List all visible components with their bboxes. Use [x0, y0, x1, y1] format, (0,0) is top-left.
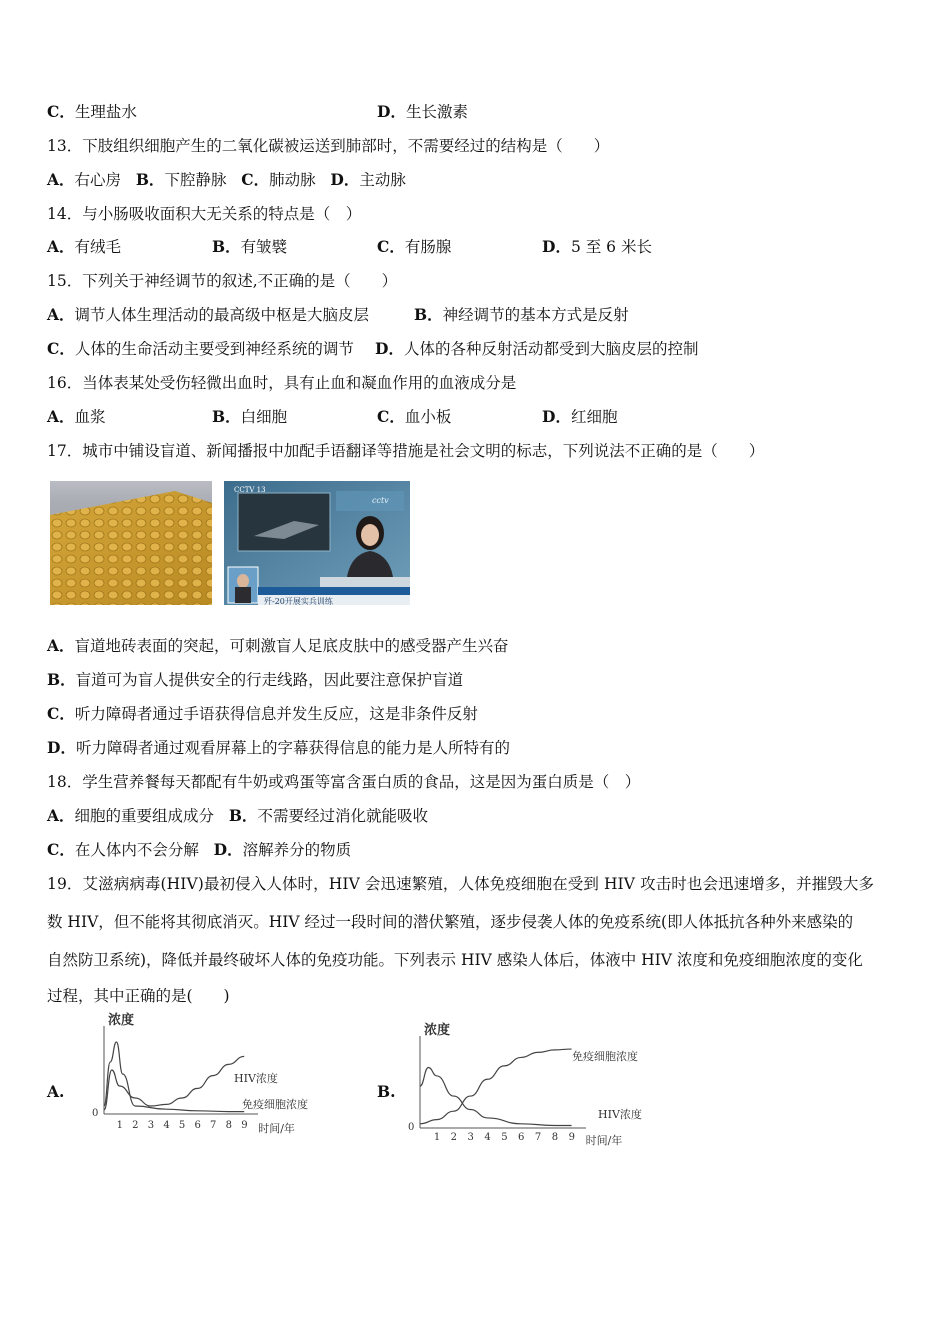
q16-option-d-key: D． — [542, 407, 571, 426]
q18-option-a-key: A． — [47, 806, 75, 825]
x-tick-label: 7 — [210, 1120, 217, 1131]
series-line — [420, 1068, 572, 1126]
q17-option-a — [47, 636, 509, 656]
q13-option-c-text: 肺动脉 — [269, 171, 316, 189]
q18-option-d-key: D． — [213, 840, 243, 859]
x-tick-label: 6 — [518, 1132, 525, 1143]
series-line — [104, 1056, 244, 1110]
x-tick-label: 9 — [241, 1120, 248, 1131]
q14-stem: 14．与小肠吸收面积大无关系的特点是（ ） — [47, 205, 362, 223]
q15-option-b-key: B． — [414, 305, 443, 324]
series-label: 免疫细胞浓度 — [242, 1098, 308, 1111]
q12-option-d — [377, 102, 468, 122]
y-axis-label: 浓度 — [424, 1023, 451, 1038]
q18-option-c-key: C． — [47, 840, 75, 859]
q12-option-d-key: D． — [377, 102, 406, 121]
x-tick-label: 9 — [568, 1132, 575, 1143]
q14-option-c-text: 有肠腺 — [404, 238, 452, 256]
q15-option-a-text: 调节人体生理活动的最高级中枢是大脑皮层 — [74, 306, 370, 324]
q15-option-b — [414, 305, 629, 325]
q14-option-a-key: A． — [47, 237, 75, 256]
q16-option-a — [47, 407, 106, 427]
q13-options — [47, 170, 406, 190]
q17-option-d-key: D． — [47, 738, 76, 757]
x-tick-label: 7 — [534, 1132, 542, 1143]
q14-option-d — [542, 237, 652, 257]
q18-options-row2 — [47, 840, 351, 860]
q16-option-a-text: 血浆 — [74, 408, 106, 426]
q13-option-d-text: 主动脉 — [359, 171, 406, 189]
q16-option-b-key: B． — [212, 407, 241, 426]
q15-option-c-key: C． — [47, 339, 75, 358]
q13-stem: 13．下肢组织细胞产生的二氧化碳被运送到肺部时，不需要经过的结构是（ ） — [47, 137, 610, 155]
origin-label: 0 — [408, 1122, 415, 1133]
q12-option-c — [47, 102, 137, 122]
q18-option-d-text: 溶解养分的物质 — [242, 841, 352, 859]
q14-option-c-key: C． — [377, 237, 405, 256]
q13-option-c-key: C． — [241, 170, 270, 189]
x-tick-label: 6 — [194, 1120, 201, 1131]
q19-option-a-key: A. — [47, 1082, 65, 1101]
q17-option-c — [47, 704, 478, 724]
q19-stem-line1: 19．艾滋病病毒(HIV)最初侵入人体时，HIV 会迅速繁殖，人体免疫细胞在受到 HIV 攻击时也会迅速增多，并摧毁大多 — [47, 875, 875, 893]
video-inset — [238, 493, 330, 551]
q14-option-b-text: 有皱襞 — [240, 238, 288, 256]
q15-option-c — [47, 339, 354, 359]
q15-option-a — [47, 305, 369, 325]
q18-option-b-text: 不需要经过消化就能吸收 — [257, 807, 428, 825]
q14-option-a — [47, 237, 121, 257]
tactile-paving-photo — [50, 481, 212, 605]
q14-option-c — [377, 237, 451, 257]
series-label: HIV浓度 — [234, 1072, 278, 1085]
q17-option-b-text: 盲道可为盲人提供安全的行走线路，因此要注意保护盲道 — [75, 671, 464, 689]
x-tick-label: 4 — [163, 1120, 170, 1131]
q14-option-d-text: 5 至 6 米长 — [570, 238, 652, 256]
q19-stem-line3: 自然防卫系统)，降低并最终破坏人体的免疫功能。下列表示 HIV 感染人体后，体液中 HIV 浓度和免疫细胞浓度的变化 — [47, 951, 863, 969]
q17-option-d — [47, 738, 510, 758]
x-tick-label: 8 — [225, 1120, 233, 1131]
q12-option-c-key: C． — [47, 102, 75, 121]
q13-option-b-key: B． — [135, 170, 165, 189]
q15-option-b-text: 神经调节的基本方式是反射 — [442, 306, 629, 324]
q17-stem: 17．城市中铺设盲道、新闻播报中加配手语翻译等措施是社会文明的标志，下列说法不正确的是（ ） — [47, 442, 765, 460]
q14-option-a-text: 有绒毛 — [74, 238, 122, 256]
q19-stem-line4: 过程，其中正确的是( ) — [47, 987, 230, 1005]
q18-option-b-key: B． — [228, 806, 258, 825]
x-tick-label: 3 — [467, 1132, 474, 1143]
news-broadcast-photo — [224, 481, 410, 605]
q16-option-b — [212, 407, 287, 427]
q17-option-b — [47, 670, 463, 690]
x-tick-label: 2 — [132, 1120, 139, 1131]
q14-option-d-key: D． — [542, 237, 571, 256]
q19-stem-line2: 数 HIV，但不能将其彻底消灭。HIV 经过一段时间的潜伏繁殖，逐步侵袭人体的免疫系统(即人体抵抗各种外来感染的 — [47, 913, 854, 931]
q15-option-d-text: 人体的各种反射活动都受到大脑皮层的控制 — [403, 340, 699, 358]
q16-option-c — [377, 407, 451, 427]
x-tick-label: 2 — [450, 1132, 458, 1143]
q15-option-c-text: 人体的生命活动主要受到神经系统的调节 — [74, 340, 354, 358]
series-line — [420, 1049, 572, 1124]
q16-option-b-text: 白细胞 — [240, 408, 288, 426]
news-caption: 歼-20开展实兵训练 — [264, 597, 333, 606]
q12-option-d-text: 生长激素 — [405, 103, 468, 121]
q18-stem: 18．学生营养餐每天都配有牛奶或鸡蛋等富含蛋白质的食品，这是因为蛋白质是（ ） — [47, 773, 641, 791]
anchor-face — [361, 524, 379, 546]
q16-option-a-key: A． — [47, 407, 75, 426]
series-label: HIV浓度 — [598, 1108, 642, 1121]
q18-options-row1 — [47, 806, 428, 826]
q18-option-c-text: 在人体内不会分解 — [74, 841, 199, 859]
q17-option-c-key: C． — [47, 704, 75, 723]
cctv13-logo: CCTV 13 — [234, 486, 266, 494]
q16-option-c-text: 血小板 — [404, 408, 452, 426]
q13-option-b-text: 下腔静脉 — [164, 171, 227, 189]
q16-option-c-key: C． — [377, 407, 405, 426]
q17-option-c-text: 听力障碍者通过手语获得信息并发生反应，这是非条件反射 — [74, 705, 478, 723]
hiv-chart-a — [82, 1013, 342, 1140]
x-tick-label: 3 — [147, 1120, 155, 1131]
series-label: 免疫细胞浓度 — [572, 1050, 638, 1063]
q17-option-d-text: 听力障碍者通过观看屏幕上的字幕获得信息的能力是人所特有的 — [75, 739, 510, 757]
q12-option-c-text: 生理盐水 — [74, 103, 137, 121]
q19-option-b-key: B. — [377, 1082, 396, 1101]
x-tick-label: 5 — [501, 1132, 508, 1143]
q15-stem: 15．下列关于神经调节的叙述,不正确的是（ ） — [47, 272, 398, 290]
q14-option-b-key: B． — [212, 237, 241, 256]
q13-option-a-key: A． — [47, 170, 75, 189]
q16-stem: 16．当体表某处受伤轻微出血时，具有止血和凝血作用的血液成分是 — [47, 374, 517, 392]
x-tick-label: 1 — [433, 1132, 441, 1143]
x-tick-label: 5 — [178, 1120, 186, 1131]
x-tick-label: 1 — [116, 1120, 123, 1131]
q16-option-d — [542, 407, 617, 427]
origin-label: 0 — [92, 1108, 99, 1119]
q13-option-d-key: D． — [330, 170, 360, 189]
q16-option-d-text: 红细胞 — [570, 408, 618, 426]
cctv-logo: cctv — [372, 496, 389, 505]
x-axis-label: 时间/年 — [585, 1134, 623, 1147]
x-axis-label: 时间/年 — [258, 1122, 295, 1135]
x-tick-label: 8 — [551, 1132, 559, 1143]
q17-option-a-key: A． — [47, 636, 75, 655]
q14-option-b — [212, 237, 287, 257]
q15-option-d-key: D． — [375, 339, 404, 358]
q15-option-a-key: A． — [47, 305, 75, 324]
q17-option-a-text: 盲道地砖表面的突起，可刺激盲人足底皮肤中的感受器产生兴奋 — [74, 637, 509, 655]
x-tick-label: 4 — [484, 1132, 491, 1143]
y-axis-label: 浓度 — [108, 1013, 135, 1028]
q13-option-a-text: 右心房 — [74, 171, 122, 189]
hiv-chart-b — [402, 1023, 674, 1148]
q18-option-a-text: 细胞的重要组成成分 — [74, 807, 215, 825]
q15-option-d — [375, 339, 698, 359]
q17-option-b-key: B． — [47, 670, 76, 689]
